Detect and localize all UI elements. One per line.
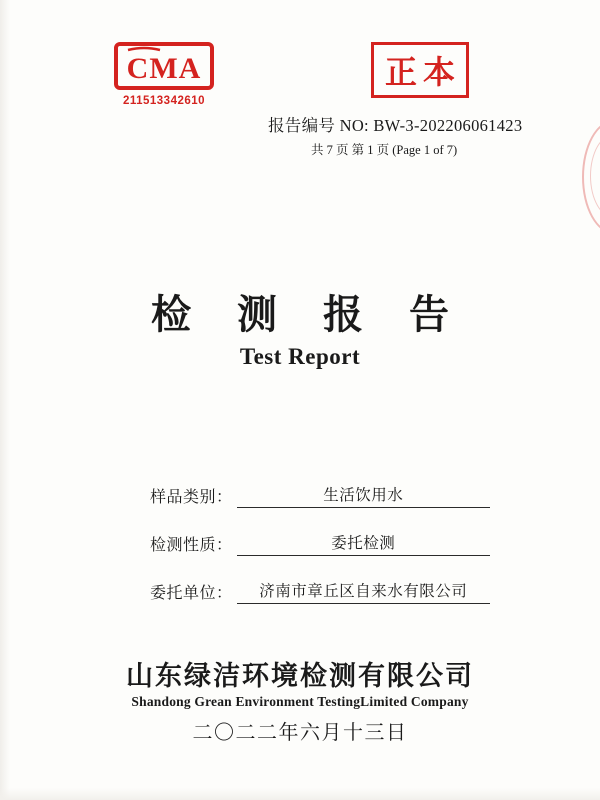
partial-red-seal-icon	[578, 120, 600, 230]
cma-logo-block	[108, 40, 220, 107]
page-bottom-shading	[0, 788, 600, 800]
client-unit-label: 委托单位：	[150, 585, 233, 602]
original-copy-stamp: 正本	[371, 42, 469, 98]
cma-certificate-number: 211513342610	[122, 95, 206, 107]
field-row-client-unit	[150, 578, 490, 604]
company-name-cn: 山东绿洁环境检测有限公司	[126, 661, 474, 691]
page-title-cn: 检 测 报 告	[151, 292, 467, 337]
field-list	[150, 482, 490, 626]
company-name-en: Shandong Grean Environment TestingLimited Company	[131, 694, 469, 709]
issue-date: 二〇二二年六月十三日	[192, 722, 408, 744]
test-nature-label: 检测性质：	[150, 537, 233, 554]
cma-mark-icon	[114, 40, 214, 92]
test-nature-value: 委托检测	[237, 531, 490, 556]
report-number: 报告编号 NO: BW-3-202206061423	[268, 116, 523, 135]
sample-category-label: 样品类别：	[150, 489, 233, 506]
sample-category-value: 生活饮用水	[237, 483, 490, 508]
field-row-test-nature	[150, 530, 490, 556]
svg-text:CMA: CMA	[126, 52, 202, 85]
client-unit-value: 济南市章丘区自来水有限公司	[237, 579, 490, 604]
page-count: 共 7 页 第 1 页 (Page 1 of 7)	[311, 143, 458, 157]
page-title-en: Test Report	[239, 344, 361, 369]
field-row-sample-category	[150, 482, 490, 508]
